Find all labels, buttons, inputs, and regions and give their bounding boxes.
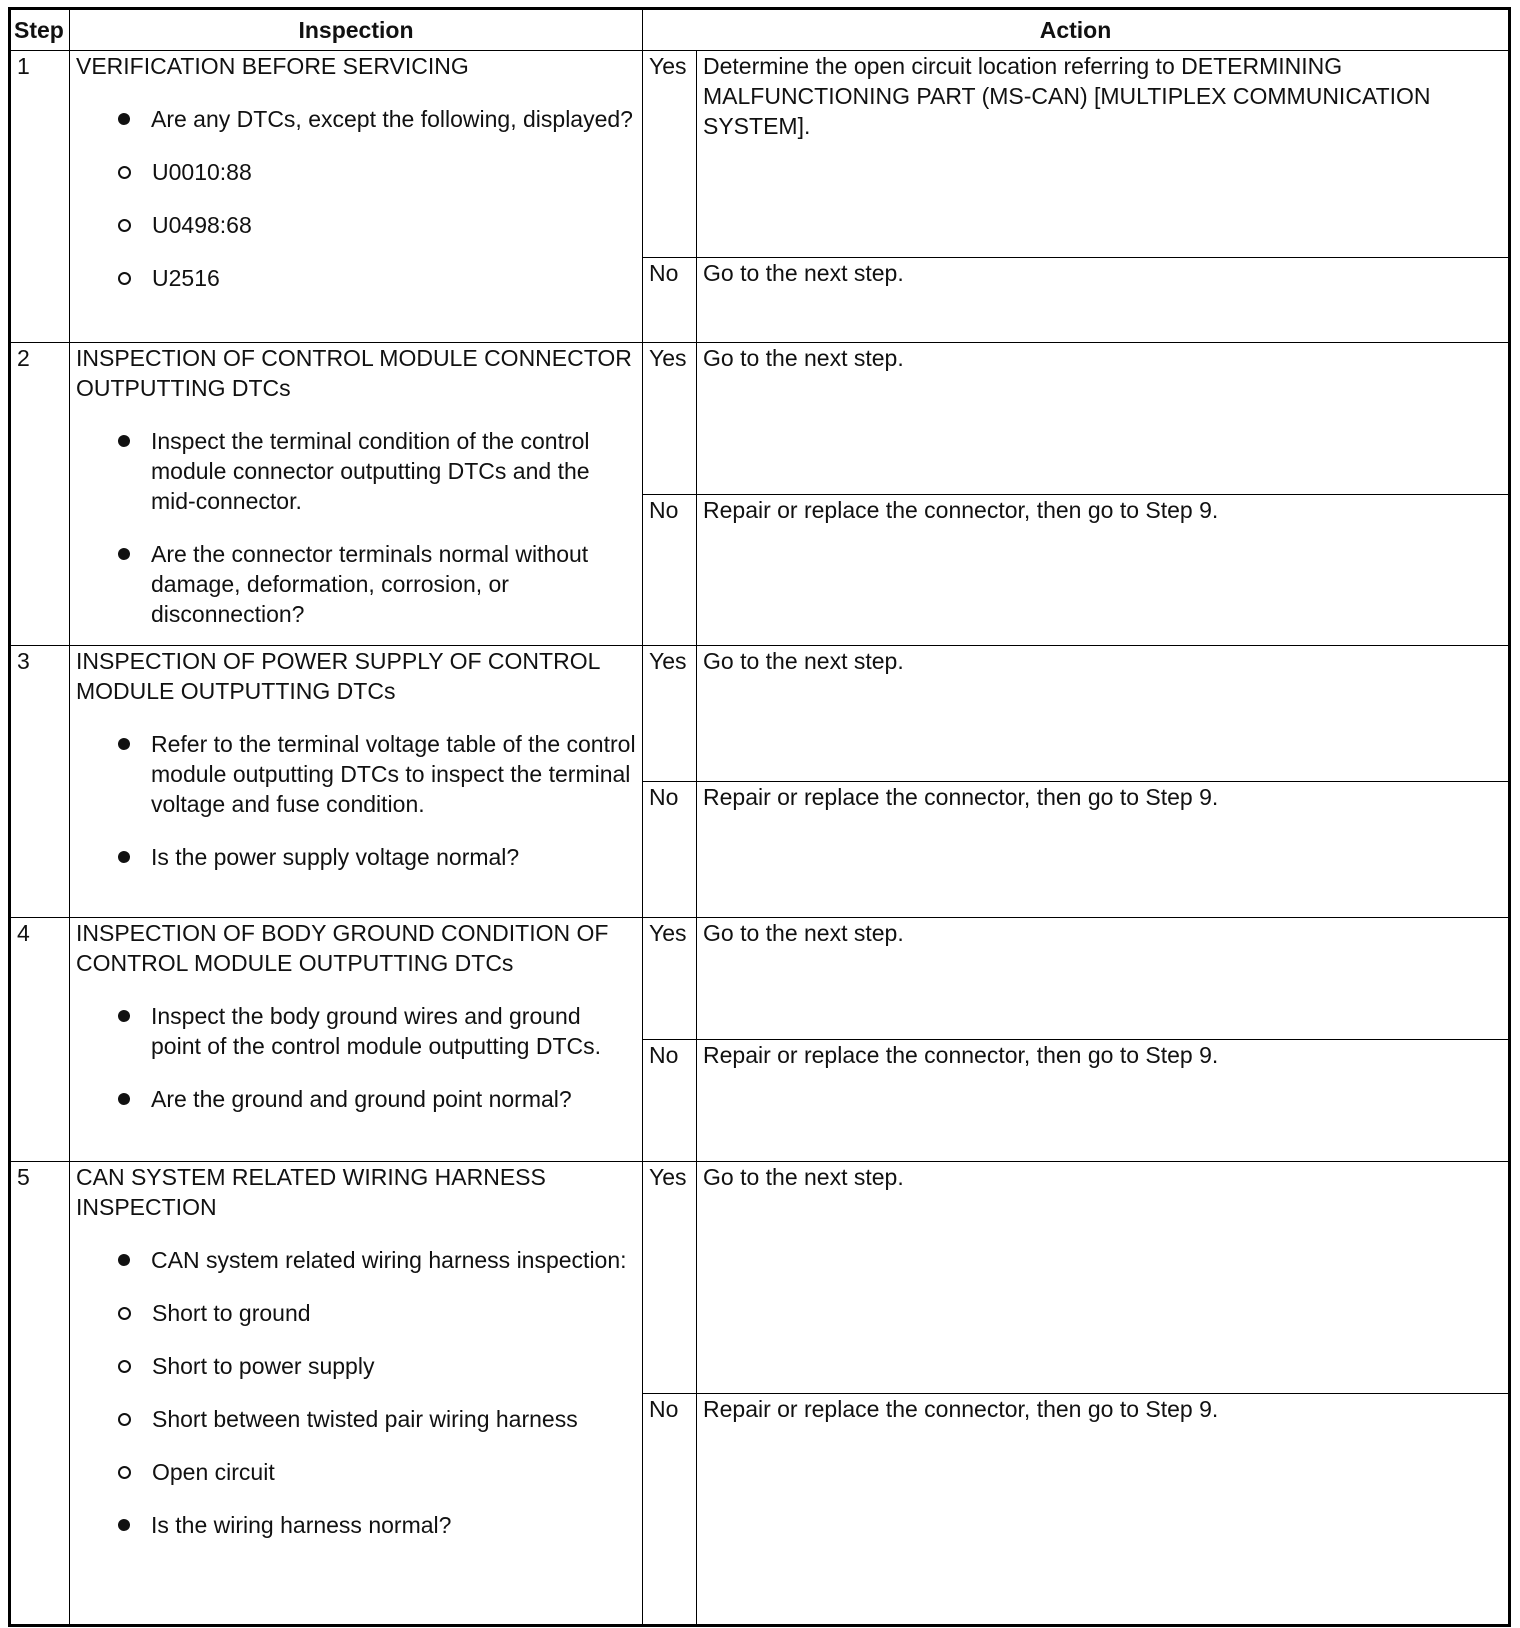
step-number: 3 — [10, 646, 70, 918]
header-inspection: Inspection — [70, 9, 643, 51]
inspection-bullet — [76, 1245, 636, 1487]
bullet-text: Refer to the terminal voltage table of the control module outputting DTCs to inspect the terminal voltage and fuse condition. — [151, 731, 636, 817]
step-inspection — [70, 51, 643, 343]
no-label: No — [643, 1394, 697, 1626]
sub-bullet — [76, 1457, 636, 1487]
bullet-text: Are any DTCs, except the following, displayed? — [151, 106, 633, 132]
step-2-yes-row — [10, 343, 1510, 495]
no-label: No — [643, 495, 697, 646]
diagnostic-steps-table — [8, 7, 1511, 1627]
header-step: Step — [10, 9, 70, 51]
inspection-bullet — [76, 1001, 636, 1061]
no-label: No — [643, 258, 697, 343]
bullet-dot-icon — [118, 113, 130, 125]
inspection-bullets — [76, 426, 636, 629]
circle-bullet-icon — [118, 272, 131, 285]
inspection-title: INSPECTION OF BODY GROUND CONDITION OF CONTROL MODULE OUTPUTTING DTCs — [76, 920, 609, 976]
yes-label: Yes — [643, 918, 697, 1040]
inspection-bullets — [76, 729, 636, 872]
yes-action: Go to the next step. — [697, 343, 1510, 495]
step-number: 5 — [10, 1162, 70, 1626]
inspection-title: INSPECTION OF CONTROL MODULE CONNECTOR OUTPUTTING DTCs — [76, 345, 632, 401]
circle-bullet-icon — [118, 1307, 131, 1320]
inspection-title: CAN SYSTEM RELATED WIRING HARNESS INSPECTION — [76, 1164, 546, 1220]
sub-bullet-text: U0010:88 — [152, 159, 252, 185]
no-action: Repair or replace the connector, then go to Step 9. — [697, 1040, 1510, 1162]
bullet-dot-icon — [118, 1093, 130, 1105]
bullet-text: Is the wiring harness normal? — [151, 1512, 452, 1538]
inspection-title: VERIFICATION BEFORE SERVICING — [76, 53, 469, 79]
sub-bullet-text: Short between twisted pair wiring harness — [152, 1406, 578, 1432]
yes-label: Yes — [643, 51, 697, 258]
step-3-yes-row — [10, 646, 1510, 782]
sub-bullet — [76, 1298, 636, 1328]
sub-bullet — [76, 210, 636, 240]
inspection-bullets — [76, 104, 636, 293]
no-action: Go to the next step. — [697, 258, 1510, 343]
bullet-dot-icon — [118, 435, 130, 447]
yes-action: Determine the open circuit location referring to DETERMINING MALFUNCTIONING PART (MS-CAN) [MULTIPLEX COMMUNICATION SYSTEM]. — [697, 51, 1510, 258]
step-number: 4 — [10, 918, 70, 1162]
sub-bullet — [76, 263, 636, 293]
inspection-bullet — [76, 729, 636, 819]
sub-bullet-text: Short to ground — [152, 1300, 311, 1326]
no-action: Repair or replace the connector, then go to Step 9. — [697, 495, 1510, 646]
bullet-dot-icon — [118, 738, 130, 750]
sub-bullet-text: U2516 — [152, 265, 220, 291]
sub-bullet-text: Open circuit — [152, 1459, 275, 1485]
step-4-yes-row — [10, 918, 1510, 1040]
sub-bullet — [76, 1404, 636, 1434]
sub-bullet — [76, 157, 636, 187]
bullet-dot-icon — [118, 548, 130, 560]
sub-bullet-text: Short to power supply — [152, 1353, 375, 1379]
step-inspection — [70, 918, 643, 1162]
circle-bullet-icon — [118, 1466, 131, 1479]
bullet-dot-icon — [118, 851, 130, 863]
header-action: Action — [643, 9, 1510, 51]
circle-bullet-icon — [118, 219, 131, 232]
step-number: 1 — [10, 51, 70, 343]
bullet-dot-icon — [118, 1519, 130, 1531]
sub-bullet-text: U0498:68 — [152, 212, 252, 238]
step-inspection — [70, 343, 643, 646]
step-number: 2 — [10, 343, 70, 646]
step-inspection — [70, 1162, 643, 1626]
inspection-bullet — [76, 1510, 636, 1540]
inspection-bullet — [76, 104, 636, 293]
sub-bullets — [76, 157, 636, 293]
inspection-bullets — [76, 1245, 636, 1540]
yes-label: Yes — [643, 646, 697, 782]
bullet-dot-icon — [118, 1010, 130, 1022]
inspection-bullet — [76, 426, 636, 516]
table-header-row — [10, 9, 1510, 51]
sub-bullet — [76, 1351, 636, 1381]
yes-action: Go to the next step. — [697, 918, 1510, 1040]
yes-action: Go to the next step. — [697, 646, 1510, 782]
step-inspection — [70, 646, 643, 918]
bullet-dot-icon — [118, 1254, 130, 1266]
no-action: Repair or replace the connector, then go to Step 9. — [697, 782, 1510, 918]
bullet-text: Inspect the body ground wires and ground point of the control module outputting DTCs. — [151, 1003, 602, 1059]
no-label: No — [643, 1040, 697, 1162]
no-action: Repair or replace the connector, then go to Step 9. — [697, 1394, 1510, 1626]
no-label: No — [643, 782, 697, 918]
circle-bullet-icon — [118, 166, 131, 179]
bullet-text: Inspect the terminal condition of the control module connector outputting DTCs and the mid-connector. — [151, 428, 590, 514]
inspection-bullet — [76, 1084, 636, 1114]
diagnostic-procedure-sheet — [8, 7, 1511, 1627]
inspection-bullets — [76, 1001, 636, 1114]
inspection-title: INSPECTION OF POWER SUPPLY OF CONTROL MODULE OUTPUTTING DTCs — [76, 648, 600, 704]
bullet-text: Are the connector terminals normal without damage, deformation, corrosion, or disconnection? — [151, 541, 589, 627]
sub-bullets — [76, 1298, 636, 1487]
circle-bullet-icon — [118, 1413, 131, 1426]
inspection-bullet — [76, 842, 636, 872]
inspection-bullet — [76, 539, 636, 629]
step-1-yes-row — [10, 51, 1510, 258]
bullet-text: Are the ground and ground point normal? — [151, 1086, 572, 1112]
yes-label: Yes — [643, 1162, 697, 1394]
step-5-yes-row — [10, 1162, 1510, 1394]
circle-bullet-icon — [118, 1360, 131, 1373]
yes-label: Yes — [643, 343, 697, 495]
yes-action: Go to the next step. — [697, 1162, 1510, 1394]
bullet-text: Is the power supply voltage normal? — [151, 844, 520, 870]
bullet-text: CAN system related wiring harness inspection: — [151, 1247, 627, 1273]
